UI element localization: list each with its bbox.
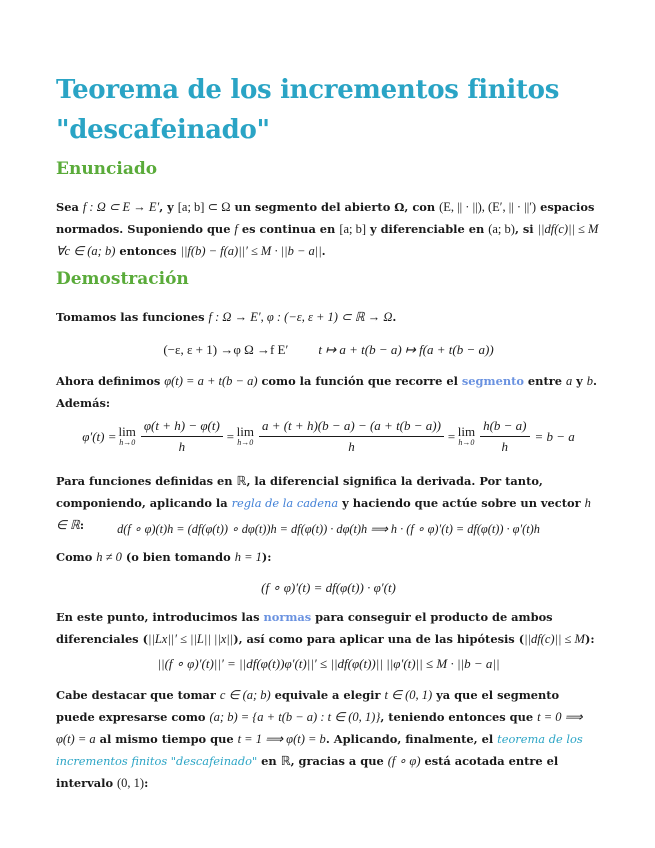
proof-paragraph-4: [56, 546, 601, 568]
proof-paragraph-1: [56, 306, 601, 328]
math-inline: h = 1: [234, 550, 262, 564]
math-inline: t = 1 ⟹ φ(t) = b: [237, 732, 326, 746]
text: , la diferencial significa la derivada. Por tanto, componiendo, aplicando la: [56, 474, 543, 510]
text: equivale a elegir: [270, 688, 385, 702]
math-inline: (0, 1): [117, 776, 145, 790]
math-inline: h ≠ 0: [96, 550, 122, 564]
proof-paragraph-2: [56, 370, 601, 414]
text: Ahora definimos: [56, 374, 165, 388]
lim-text: lim: [236, 423, 254, 439]
math-inline: [a; b] ⊂ Ω: [177, 200, 231, 214]
math-inline: φ(t) = a + t(b − a): [164, 374, 258, 388]
text: (o bien tomando: [121, 550, 235, 564]
normas-link[interactable]: normas: [263, 610, 312, 624]
segmento-link[interactable]: segmento: [461, 374, 524, 388]
text: .: [321, 244, 326, 258]
math-inline: t = 0 ⟹ φ(t) = a: [56, 710, 583, 746]
math-inline: ||df(c)|| ≤ M ∀c ∈ (a; b): [56, 222, 599, 258]
text: ), así como para aplicar una de las hipótesis (: [233, 632, 525, 646]
text: :: [79, 518, 85, 532]
lim-subscript: h→0: [458, 437, 475, 447]
proof-paragraph-5: [56, 606, 601, 650]
math-inline: t ∈ (0, 1): [384, 688, 433, 702]
equals: =: [446, 428, 456, 444]
text: está acotada entre el intervalo: [56, 754, 559, 790]
equals: =: [225, 428, 235, 444]
limit-operator: [118, 423, 136, 448]
equation-derivative-limit: [56, 418, 601, 455]
section-heading-demostracion: Demostración: [56, 269, 189, 289]
text: y haciendo que actúe sobre un vector: [338, 496, 585, 510]
equation-right: t ↦ a + t(b − a) ↦ f(a + t(b − a)): [318, 342, 494, 357]
math-inline: f : Ω → E′, φ : (−ε, ε + 1) ⊂ ℝ → Ω: [208, 310, 393, 324]
text: ):: [584, 632, 595, 646]
page-title: Teorema de los incrementos finitos "descafeinado": [56, 75, 560, 145]
text: Para funciones definidas en: [56, 474, 237, 488]
lim-subscript: h→0: [237, 437, 254, 447]
numerator: φ(t + h) − φ(t): [141, 418, 223, 437]
text: y: [572, 374, 587, 388]
proof-paragraph-6: [56, 684, 601, 794]
text: Sea: [56, 200, 83, 214]
text: . Además:: [56, 374, 597, 410]
text: Como: [56, 550, 97, 564]
fraction-1: [141, 418, 223, 455]
numerator: a + (t + h)(b − a) − (a + t(b − a)): [259, 418, 444, 437]
math-inline: ||f(b) − f(a)||′ ≤ M · ||b − a||: [180, 244, 322, 258]
text: y diferenciable en: [366, 222, 489, 236]
math-inline: f : Ω ⊂ E → E′: [82, 200, 160, 214]
text: al mismo tiempo que: [95, 732, 238, 746]
denominator: h: [501, 439, 509, 454]
limit-operator: [236, 423, 254, 448]
denominator: h: [348, 439, 355, 454]
text: es continua en: [237, 222, 340, 236]
lim-text: lim: [457, 423, 476, 439]
math-inline: (a; b) = {a + t(b − a) : t ∈ (0, 1)}: [209, 710, 381, 724]
section-heading-enunciado: Enunciado: [56, 159, 158, 179]
text: , teniendo entonces que: [380, 710, 538, 724]
equation-rhs: = b − a: [534, 428, 575, 444]
math-inline: f: [234, 222, 238, 236]
math-inline: ℝ: [280, 754, 291, 768]
text: en: [257, 754, 281, 768]
denominator: h: [178, 439, 186, 454]
math-inline: (E, || · ||), (E′, || · ||′): [439, 200, 537, 214]
math-inline: (a; b): [488, 222, 515, 236]
text: ya que el segmento puede expresarse como: [56, 688, 560, 724]
numerator: h(b − a): [480, 418, 529, 437]
text: un segmento del abierto Ω, con: [230, 200, 440, 214]
text: para conseguir el producto de ambos diferenciales (: [56, 610, 553, 646]
math-inline: b: [586, 374, 594, 388]
math-inline: [a; b]: [339, 222, 367, 236]
equation-composition-diagram: [56, 342, 601, 358]
text: , y: [159, 200, 178, 214]
math-inline: c ∈ (a; b): [219, 688, 271, 702]
fraction-3: [480, 418, 529, 455]
lim-subscript: h→0: [119, 437, 136, 447]
math-inline: ||df(c)|| ≤ M: [524, 632, 585, 646]
limit-operator: [457, 423, 476, 448]
text: entonces: [115, 244, 181, 258]
fraction-2: [259, 418, 444, 455]
lim-text: lim: [118, 423, 136, 439]
text: .: [392, 310, 397, 324]
text: Cabe destacar que tomar: [56, 688, 220, 702]
math-inline: ℝ: [236, 474, 247, 488]
text: , si: [514, 222, 538, 236]
math-inline: h ∈ ℝ: [56, 496, 591, 532]
teorema-incrementos-finitos-link[interactable]: teorema de los incrementos finitos "descafeinado": [56, 732, 583, 768]
text: Tomamos las funciones: [56, 310, 209, 324]
text: espacios normados. Suponiendo que: [56, 200, 595, 236]
text: :: [144, 776, 149, 790]
text: . Aplicando, finalmente, el: [325, 732, 498, 746]
text: , gracias a que: [290, 754, 388, 768]
regla-de-la-cadena-link[interactable]: regla de la cadena: [231, 496, 339, 510]
equation-left: (−ε, ε + 1) →φ Ω →f E′: [163, 342, 289, 357]
equation-lhs: φ′(t) =: [82, 428, 117, 444]
statement-paragraph: [56, 196, 601, 262]
text: ):: [261, 550, 272, 564]
equation-norm-bound: ||(f ∘ φ)′(t)||′ = ||df(φ(t))φ′(t)||′ ≤ ||df(φ(t))|| ||φ′(t)|| ≤ M · ||b − a||: [157, 656, 500, 671]
math-inline: (f ∘ φ): [387, 754, 421, 768]
equation-chain-rule: d(f ∘ φ)(t)h = (df(φ(t)) ∘ dφ(t))h = df(φ(t)) · dφ(t)h ⟹ h · (f ∘ φ)′(t) = df(φ(t)) · φ′(t)h: [117, 522, 540, 536]
text: como la función que recorre el: [257, 374, 462, 388]
text: En este punto, introducimos las: [56, 610, 264, 624]
text: entre: [523, 374, 566, 388]
equation-derivative-composition: (f ∘ φ)′(t) = df(φ(t)) · φ′(t): [261, 580, 396, 595]
math-inline: ||Lx||′ ≤ ||L|| ||x||: [147, 632, 234, 646]
math-inline: a: [565, 374, 573, 388]
